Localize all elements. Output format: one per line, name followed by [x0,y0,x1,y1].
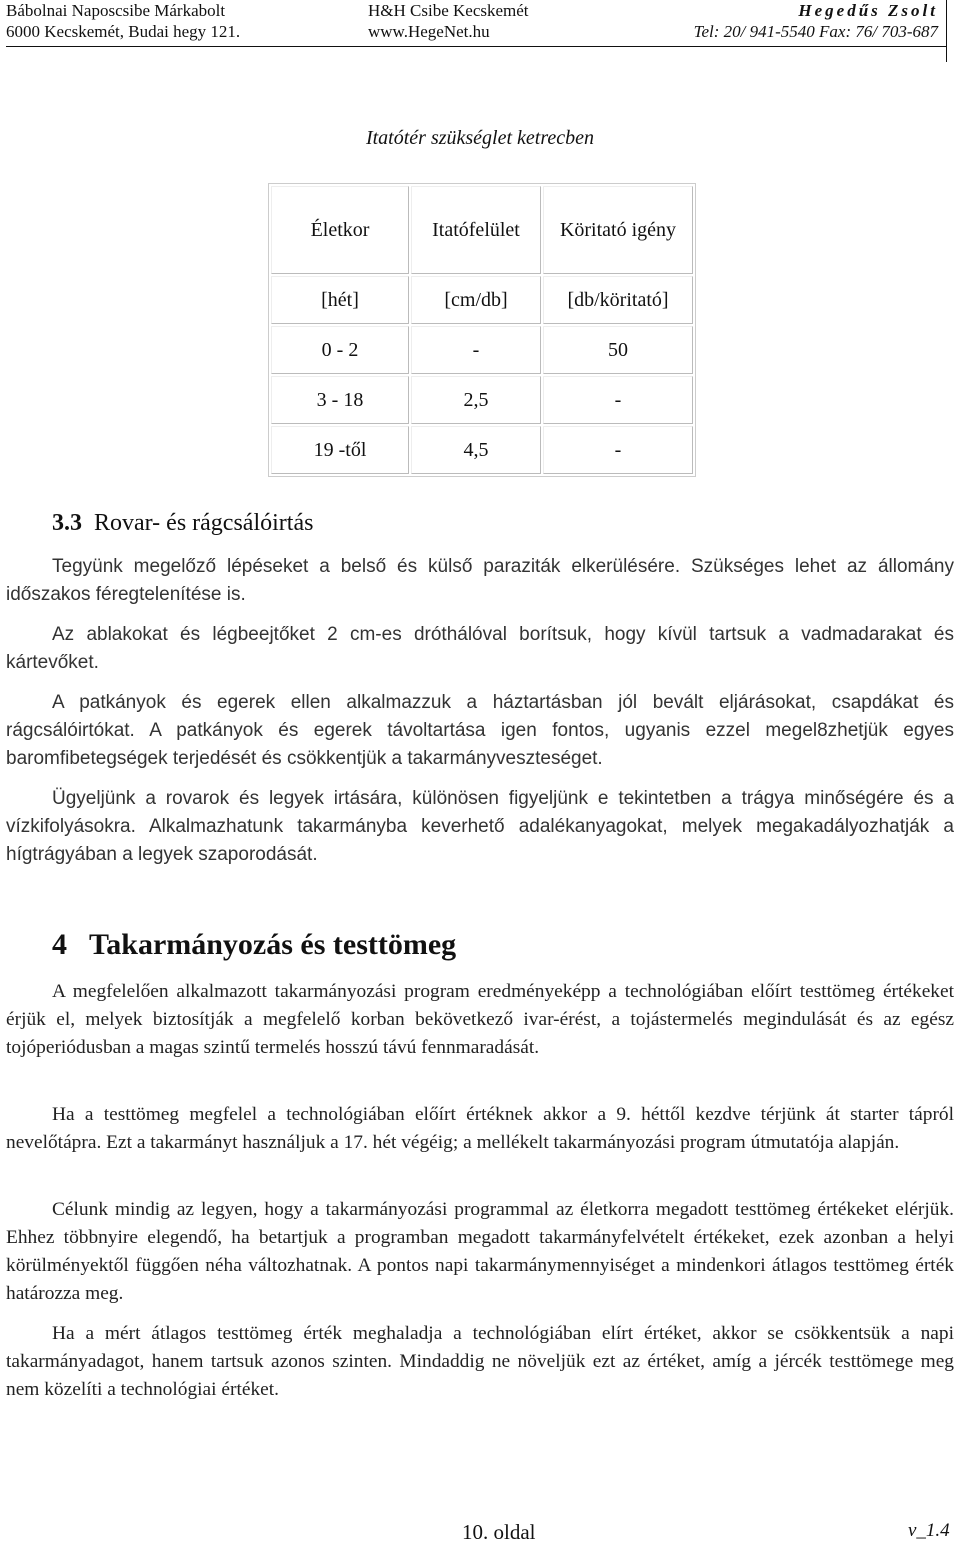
section-title: Rovar- és rágcsálóirtás [94,510,314,536]
cell-drinker: - [543,426,693,474]
table-header-row [271,186,693,274]
website-link[interactable]: www.HegeNet.hu [368,22,490,41]
section-4-heading [52,928,456,962]
contact-phone-fax: Tel: 20/ 941-5540 Fax: 76/ 703-687 [693,22,938,41]
paragraph: A megfelelően alkalmazott takarmányozási program eredményeképp a technológiában előírt testtömeg értékeket érjük el, melyek biztosítják a megfelelő korban bekövetkező ivar-érést, a tojástermelés megindulását és az egész tojóperiódusban a magas szintű termelés hosszú távú fennmaradását. [6,981,954,1058]
section-number: 3.3 [52,510,82,536]
cell-age: 19 -től [271,426,409,474]
header-drinker-surface: Itatófelület [411,186,541,274]
paragraph: Ügyeljünk a rovarok és legyek irtására, különösen figyeljünk e tekintetben a trágya minőségére és a vízkifolyásokra. Alkalmazhatunk takarmányba keverhető adalékanyagokat, melyek megakadályozhatják a hígtrágyában a legyek szaporodását. [6,788,954,865]
header-vertical-rule [946,0,947,62]
table-row [271,426,693,474]
paragraph: Az ablakokat és légbeejtőket 2 cm-es dróthálóval borítsuk, hogy kívül tartsuk a vadmadarakat és kártevőket. [6,624,954,673]
cell-surface: - [411,326,541,374]
page-number: 10. oldal [462,1520,536,1544]
drinker-space-table [268,183,696,477]
author-name: Hegedűs Zsolt [798,1,938,20]
section-title: Takarmányozás és testtömeg [89,928,457,961]
section-number: 4 [52,928,67,961]
unit-drinker: [db/köritató] [543,276,693,324]
table-caption: Itatótér szükséglet ketrecben [365,127,595,149]
unit-surface: [cm/db] [411,276,541,324]
company-name: H&H Csibe Kecskemét [368,1,529,20]
paragraph: Ha a mért átlagos testtömeg érték meghaladja a technológiában elírt értéket, akkor se csökkentsük a napi takarmányadagot, hanem tartsuk azonos szinten. Mindaddig ne növeljük ezt az értéket, amíg a jércék testtömege meg nem közelíti a technológiai értéket. [6,1323,954,1400]
unit-age: [hét] [271,276,409,324]
cell-drinker: - [543,376,693,424]
cell-age: 3 - 18 [271,376,409,424]
paragraph: Ha a testtömeg megfelel a technológiában előírt értéknek akkor a 9. héttől kezdve térjünk át starter tápról nevelőtápra. Ezt a takarmányt használjuk a 17. hét végéig; a mellékelt takarmányozási program útmutatója alapján. [6,1104,954,1153]
header-round-drinker: Köritató igény [543,186,693,274]
shop-address: 6000 Kecskemét, Budai hegy 121. [6,22,241,41]
paragraph: A patkányok és egerek ellen alkalmazzuk a háztartásban jól bevált eljárásokat, csapdákat és rágcsálóirtókat. A patkányok és egerek távoltartása igen fontos, ugyanis ezzel megel8zhetjük egyes baromfibetegségek terjedését és csökkentjük a takarmányveszteséget. [6,692,954,769]
table-row [271,326,693,374]
cell-surface: 2,5 [411,376,541,424]
header-age: Életkor [271,186,409,274]
cell-drinker: 50 [543,326,693,374]
shop-name: Bábolnai Naposcsibe Márkabolt [6,1,226,20]
table-row [271,376,693,424]
cell-age: 0 - 2 [271,326,409,374]
document-version: v_1.4 [908,1520,950,1541]
header-divider [6,46,946,47]
paragraph: Célunk mindig az legyen, hogy a takarmányozási programmal az életkorra megadott testtömeg értékeket elérjük. Ehhez többnyire elegendő, ha betartjuk a programban megadott takarmányfelvételt értékeket, ezek azonban a helyi körülményektől függően néha változhatnak. A pontos napi takarmánymennyiséget a mindenkori átlagos testtömeg érték határozza meg. [6,1199,954,1304]
cell-surface: 4,5 [411,426,541,474]
paragraph: Tegyünk megelőző lépéseket a belső és külső paraziták elkerülésére. Szükséges lehet az állomány időszakos féregtelenítése is. [6,556,954,605]
section-3-3-heading [52,510,313,537]
table-units-row [271,276,693,324]
